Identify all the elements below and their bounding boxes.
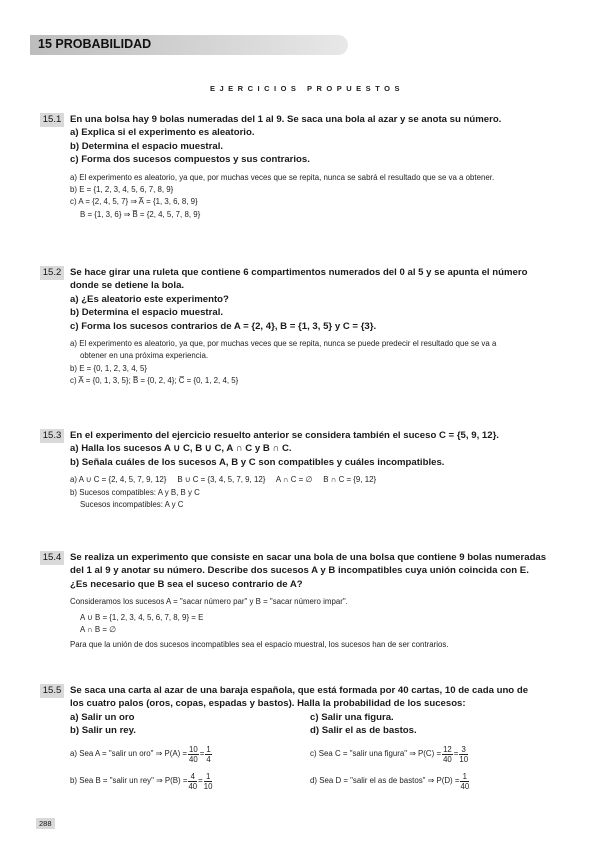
exercise-number: 15.2 [40, 266, 64, 280]
answer-text: c) Sea C = "salir una figura" ⇒ P(C) = [310, 749, 442, 759]
answer-line: b) E = {0, 1, 2, 3, 4, 5} [70, 363, 147, 373]
fraction: $\frac{3}{10}$ [459, 745, 469, 765]
statement-line: Se hace girar una ruleta que contiene 6 compartimentos numerados del 0 al 5 y se apunta el número [70, 267, 528, 278]
statement-line: ¿Es necesario que B sea el suceso contrario de A? [70, 578, 303, 590]
exercise-number: 15.1 [40, 113, 64, 127]
exercise-answer [70, 172, 580, 222]
exercise-statement [70, 551, 580, 591]
statement-line: b) Determina el espacio muestral. [70, 140, 224, 152]
probability-answer-c: c) Sea C = "salir una figura" ⇒ P(C) = $\frac{12}{40}$ = $\frac{3}{10}$ [310, 745, 469, 765]
answer-line: a) El experimento es aleatorio, ya que, por muchas veces que se repita, nunca se puede predecir el resultado que se va a [70, 339, 497, 349]
exercise-statement [70, 429, 580, 469]
statement-line: En una bolsa hay 9 bolas numeradas del 1 al 9. Se saca una bola al azar y se anota su número. [70, 114, 502, 125]
answer-line: A ∪ B = {1, 2, 3, 4, 5, 6, 7, 8, 9} = E [80, 612, 204, 622]
answer-line: c) A̅ = {0, 1, 3, 5}; B̅ = {0, 2, 4}; C̅ = {0, 1, 2, 4, 5} [70, 376, 239, 386]
exercise-answer [70, 338, 580, 388]
fraction: $\frac{1}{40}$ [460, 772, 470, 792]
statement-line: b) Señala cuáles de los sucesos A, B y C son compatibles y cuáles incompatibles. [70, 456, 445, 468]
exercise-answer [70, 743, 580, 794]
answer-line: b) Sucesos compatibles: A y B, B y C [70, 487, 200, 497]
probability-answer-d [310, 770, 550, 794]
answer-line: A ∩ B = ∅ [80, 625, 117, 635]
fraction: $\frac{10}{40}$ [189, 745, 198, 765]
statement-line: Se realiza un experimento que consiste en sacar una bola de una bolsa que contiene 9 bolas numeradas [70, 552, 547, 563]
chapter-title: 15 PROBABILIDAD [38, 37, 152, 51]
exercise-15-4 [40, 551, 580, 652]
probability-answer-a: a) Sea A = "salir un oro" ⇒ P(A) = $\frac{10}{40}$ = $\frac{1}{4}$ [70, 745, 211, 765]
exercise-15-3 [40, 429, 580, 511]
answer-line: a) El experimento es aleatorio, ya que, por muchas veces que se repita, nunca se sabrá el resultado que se va a obtener. [70, 172, 495, 182]
statement-line: los cuatro palos (oros, copas, espadas y bastos). Halla la probabilidad de los sucesos: [70, 698, 466, 710]
answer-line: Sucesos incompatibles: A y C [80, 500, 184, 510]
statement-line: del 1 al 9 y anotar su número. Describe dos sucesos A y B incompatibles cuya unión coincida con E. [70, 565, 529, 577]
answer-line: B = {1, 3, 6} ⇒ B̅ = {2, 4, 5, 7, 8, 9} [80, 209, 201, 219]
statement-line: b) Determina el espacio muestral. [70, 307, 224, 319]
exercise-15-5 [40, 684, 580, 794]
exercise-15-1 [40, 113, 580, 221]
exercise-statement [70, 266, 580, 333]
answer-line: b) E = {1, 2, 3, 4, 5, 6, 7, 8, 9} [70, 185, 174, 195]
statement-line: a) Explica si el experimento es aleatorio. [70, 127, 255, 139]
fraction: $\frac{1}{4}$ [206, 745, 211, 765]
answer-line: obtener en una próxima experiencia. [80, 351, 209, 361]
option-item: b) Salir un rey. [70, 725, 136, 737]
answer-text: b) Sea B = "salir un rey" ⇒ P(B) = [70, 776, 188, 786]
exercise-statement [70, 113, 580, 167]
statement-line: Se saca una carta al azar de una baraja española, que está formada por 40 cartas, 10 de cada uno de [70, 685, 529, 696]
fraction: $\frac{4}{40}$ [188, 772, 198, 792]
exercise-number: 15.5 [40, 684, 64, 698]
statement-line: En el experimento del ejercicio resuelto anterior se considera también el suceso C = {5, 9, 12}. [70, 430, 499, 441]
fraction: $\frac{12}{40}$ [443, 745, 452, 765]
answer-line: Consideramos los sucesos A = "sacar número par" y B = "sacar número impar". [70, 597, 348, 607]
option-item: c) Salir una figura. [310, 711, 394, 723]
page-number: 288 [36, 818, 55, 829]
exercise-15-2 [40, 266, 580, 388]
option-item: a) Salir un oro [70, 711, 135, 723]
answer-line: a) A ∪ C = {2, 4, 5, 7, 9, 12} B ∪ C = {3, 4, 5, 7, 9, 12} A ∩ C = ∅ B ∩ C = {9, 12} [70, 475, 377, 485]
answer-text: d) Sea D = "salir el as de bastos" ⇒ P(D) = [310, 776, 460, 786]
statement-line: donde se detiene la bola. [70, 280, 185, 292]
exercise-answer [70, 474, 580, 511]
answer-line: Para que la unión de dos sucesos incompatibles sea el espacio muestral, los sucesos han de ser contrarios. [70, 640, 449, 650]
probability-answer-b: b) Sea B = "salir un rey" ⇒ P(B) = $\frac{4}{40}$ = $\frac{1}{10}$ [70, 772, 213, 792]
statement-line: c) Forma dos sucesos compuestos y sus contrarios. [70, 154, 310, 166]
fraction: $\frac{1}{10}$ [203, 772, 213, 792]
statement-line: a) ¿Es aleatorio este experimento? [70, 293, 229, 305]
answer-text: a) Sea A = "salir un oro" ⇒ P(A) = [70, 749, 188, 759]
statement-line: a) Halla los sucesos A ∪ C, B ∪ C, A ∩ C y B ∩ C. [70, 443, 292, 455]
exercise-number: 15.4 [40, 551, 64, 565]
exercise-number: 15.3 [40, 429, 64, 443]
exercise-statement [70, 684, 580, 738]
option-item: d) Salir el as de bastos. [310, 725, 417, 737]
answer-line: c) A = {2, 4, 5, 7} ⇒ A̅ = {1, 3, 6, 8, 9} [70, 197, 198, 207]
statement-line: c) Forma los sucesos contrarios de A = {2, 4}, B = {1, 3, 5} y C = {3}. [70, 320, 377, 332]
section-title: EJERCICIOS PROPUESTOS [210, 84, 404, 93]
exercise-answer [70, 596, 580, 652]
